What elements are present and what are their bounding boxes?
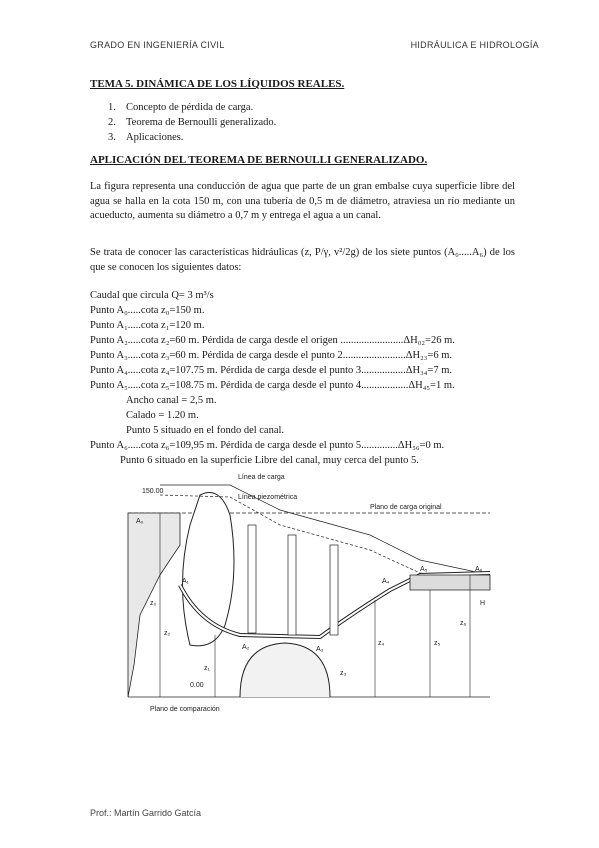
figure-label-a4: A₄ bbox=[382, 578, 390, 585]
figure-label-a0: A₀ bbox=[136, 518, 144, 525]
figure-label-a6: A₆ bbox=[475, 566, 483, 573]
header-right: HIDRÁULICA E HIDROLOGÍA bbox=[410, 40, 539, 50]
data-canal-depth: Calado = 1.20 m. bbox=[126, 410, 199, 421]
piezometer-tube bbox=[288, 535, 296, 635]
section-subtitle: APLICACIÓN DEL TEOREMA DE BERNOULLI GENERALIZADO. bbox=[90, 154, 428, 166]
topic-list bbox=[108, 100, 276, 145]
data-block bbox=[90, 288, 520, 468]
figure-label-a2: A₂ bbox=[242, 644, 250, 651]
piezometer-tube bbox=[330, 545, 338, 635]
data-point5-note: Punto 5 situado en el fondo del canal. bbox=[126, 425, 285, 436]
figure-label-z6: z₆ bbox=[460, 620, 467, 627]
list-number: 3. bbox=[108, 132, 116, 143]
page-title: TEMA 5. DINÁMICA DE LOS LÍQUIDOS REALES. bbox=[90, 78, 345, 90]
data-point-a3: Punto A₃.....cota z₃=60 m. Pérdida de carga desde el punto 2........................ΔH₂₃=6 m. bbox=[90, 350, 452, 361]
data-point-a1: Punto A₁.....cota z₁=120 m. bbox=[90, 320, 205, 331]
hydraulic-figure bbox=[120, 465, 500, 720]
figure-label-carga: Línea de carga bbox=[238, 474, 285, 481]
figure-label-plano-carga: Plano de carga original bbox=[370, 504, 442, 511]
list-text: Concepto de pérdida de carga. bbox=[126, 102, 254, 113]
dam-shape bbox=[183, 493, 235, 646]
list-item bbox=[108, 100, 276, 115]
data-point-a4: Punto A₄.....cota z₄=107.75 m. Pérdida de carga desde el punto 3.................ΔH₃₄=7 m. bbox=[90, 365, 452, 376]
figure-label-z5: z₅ bbox=[434, 640, 441, 647]
data-point-a0: Punto A₀.....cota z₀=150 m. bbox=[90, 305, 205, 316]
figure-label-z4: z₄ bbox=[378, 640, 385, 647]
figure-top-value: 150.00 bbox=[142, 488, 164, 495]
figure-label-z1: z₁ bbox=[204, 665, 210, 672]
header-left: GRADO EN INGENIERÍA CIVIL bbox=[90, 40, 225, 50]
figure-label-a3: A₃ bbox=[316, 646, 324, 653]
piezometer-tube bbox=[248, 525, 256, 633]
figure-label-a5: A₅ bbox=[420, 566, 428, 573]
list-number: 2. bbox=[108, 117, 116, 128]
paragraph-task: Se trata de conocer las características hidráulicas (z, P/γ, v²/2g) de los siete puntos (A₀.....A₆) de los que se conocen los siguientes datos: bbox=[90, 247, 515, 273]
data-point6-note: Punto 6 situado en la superficie Libre del canal, muy cerca del punto 5. bbox=[120, 455, 419, 466]
figure-label-z3: z₃ bbox=[340, 670, 347, 677]
list-item bbox=[108, 115, 276, 130]
list-text: Aplicaciones. bbox=[126, 132, 184, 143]
figure-label-a1: A₁ bbox=[182, 578, 190, 585]
figure-label-z0: z₀ bbox=[150, 600, 157, 607]
data-point-a5: Punto A₅.....cota z₅=108.75 m. Pérdida de carga desde el punto 4..................ΔH₄₅=1 m. bbox=[90, 380, 455, 391]
paragraph-intro: La figura representa una conducción de agua que parte de un gran embalse cuya superficie libre del agua se halla en la cota 150 m, con una tubería de 0,5 m de diámetro, atraviesa un río mediante un acueducto, aumenta su diámetro a 0,7 m y entrega el agua a un canal. bbox=[90, 181, 515, 221]
figure-label-piezo: Línea piezométrica bbox=[238, 494, 298, 501]
footer-author: Prof.: Martín Garrido Gatcía bbox=[90, 808, 202, 818]
figure-svg bbox=[120, 465, 500, 720]
figure-label-z2: z₂ bbox=[164, 630, 171, 637]
data-canal-width: Ancho canal = 2,5 m. bbox=[126, 395, 217, 406]
figure-label-cota: 0.00 bbox=[190, 682, 204, 689]
data-flow: Caudal que circula Q= 3 m³/s bbox=[90, 290, 214, 301]
data-point-a6: Punto A₆.....cota z₆=109,95 m. Pérdida de carga desde el punto 5..............ΔH₅₆=0 m. bbox=[90, 440, 445, 451]
list-item bbox=[108, 130, 276, 145]
list-text: Teorema de Bernoulli generalizado. bbox=[126, 117, 277, 128]
canal-shape bbox=[410, 575, 490, 590]
list-number: 1. bbox=[108, 102, 116, 113]
figure-label-comparacion: Plano de comparación bbox=[150, 706, 220, 713]
figure-label-h: H bbox=[480, 600, 486, 607]
data-point-a2: Punto A₂.....cota z₂=60 m. Pérdida de carga desde el origen ........................ΔH₀₂=26 m. bbox=[90, 335, 455, 346]
